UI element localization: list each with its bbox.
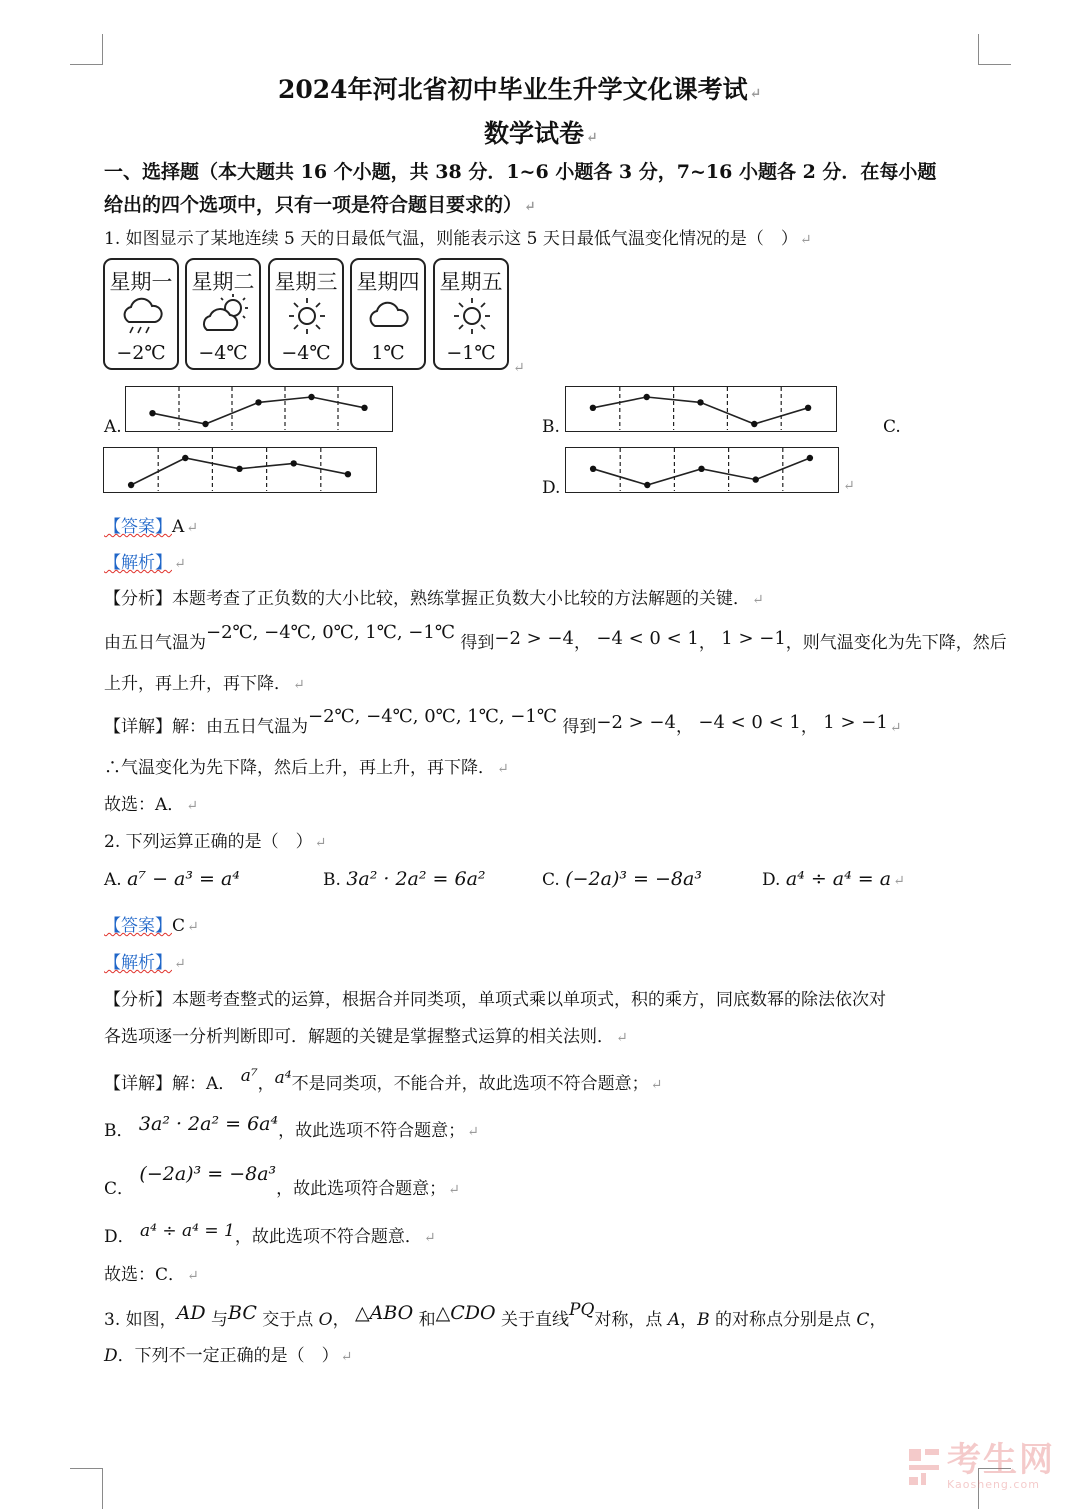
q1-fenxi: 【分析】本题考查了正负数的大小比较，熟练掌握正负数大小比较的方法解题的关键． ↵ [104, 589, 764, 609]
q2-stem: 2. 下列运算正确的是（ ） ↵ [104, 832, 327, 852]
q2-xiangjie-c: C． (−2a)³ = −8a³，故此选项符合题意； ↵ [104, 1163, 460, 1199]
q2-fenxi-2: 各选项逐一分析判断即可．解题的关键是掌握整式运算的相关法则． ↵ [104, 1027, 628, 1047]
sun-icon [449, 294, 495, 338]
option-d-label: D. [542, 478, 561, 498]
option-c-label: C. [883, 417, 901, 437]
day-label: 星期三 [274, 270, 338, 294]
paragraph-mark: ↵ [513, 360, 525, 376]
day-label: 星期四 [356, 270, 420, 294]
section-heading: 一、选择题（本大题共 16 个小题，共 38 分．1~6 小题各 3 分，7~16 小题各 2 分．在每小题 [104, 161, 937, 183]
rain-cloud-icon [119, 294, 165, 338]
data-point-4 [751, 421, 757, 427]
q1-reason-line1: 由五日气温为−2℃, −4℃, 0℃, 1℃, −1℃ 得到−2 > −4， −4 < 0 < 1， 1 > −1，则气温变化为先下降，然后 [104, 622, 1007, 653]
data-point-5 [345, 471, 351, 477]
q3-stem-1: 3. 如图，AD 与BC 交于点 O， △ABO 和△CDO 关于直线PQ对称，点 A，B 的对称点分别是点 C， [104, 1300, 887, 1330]
data-point-2 [644, 394, 650, 400]
paragraph-mark: ↵ [843, 478, 855, 494]
option-b-label: B. [542, 417, 560, 437]
weather-card-thu [350, 258, 426, 370]
data-point-1 [590, 466, 596, 472]
data-point-2 [644, 482, 650, 488]
data-point-1 [149, 410, 155, 416]
option-b-chart [565, 386, 837, 432]
q2-option-a: A. a⁷ − a³ = a⁴ [104, 868, 240, 890]
q1-jiexi: 【解析】 ↵ [104, 553, 186, 573]
weather-card-fri [433, 258, 509, 370]
page-subtitle: 数学试卷 ↵ [484, 119, 598, 148]
data-point-4 [308, 394, 314, 400]
q1-reason-line2: 上升，再上升，再下降． ↵ [104, 674, 305, 694]
chart-svg [126, 387, 391, 430]
data-point-3 [697, 399, 703, 405]
data-point-3 [698, 466, 704, 472]
data-point-5 [361, 405, 367, 411]
q2-option-d: D. a⁴ ÷ a⁴ = a ↵ [762, 868, 905, 890]
crop-mark-top-left [70, 34, 103, 65]
temps-expression: −2℃, −4℃, 0℃, 1℃, −1℃ [206, 622, 455, 643]
q2-option-b: B. 3a² · 2a² = 6a² [323, 868, 486, 890]
day-label: 星期二 [191, 270, 255, 294]
data-point-3 [236, 466, 242, 472]
q2-choose: 故选：C． ↵ [104, 1265, 199, 1285]
page-title: 2024年河北省初中毕业生升学文化课考试 ↵ [278, 75, 762, 104]
watermark-url: Kaosheng.com [947, 1478, 1040, 1491]
crop-mark-top-right [978, 34, 1011, 65]
q1-therefore: ∴气温变化为先下降，然后上升，再上升，再下降． ↵ [104, 758, 509, 778]
crop-mark-bottom-left [70, 1468, 103, 1509]
temp-label: −1℃ [446, 342, 496, 364]
q1-xiangjie: 【详解】解：由五日气温为−2℃, −4℃, 0℃, 1℃, −1℃ 得到−2 > −4， −4 < 0 < 1， 1 > −1 ↵ [104, 706, 902, 737]
q2-xiangjie-a: 【详解】解：A． a⁷，a⁴不是同类项，不能合并，故此选项不符合题意； ↵ [104, 1066, 663, 1094]
chart-svg [566, 387, 835, 430]
option-c-chart [103, 447, 377, 493]
watermark-icon [907, 1447, 941, 1487]
chart-svg [104, 448, 375, 491]
watermark-logo [907, 1442, 1055, 1491]
data-point-1 [128, 482, 134, 488]
chart-svg [566, 448, 837, 491]
temp-label: 1℃ [371, 342, 405, 364]
q2-xiangjie-b: B． 3a² · 2a² = 6a⁴，故此选项不符合题意； ↵ [104, 1113, 479, 1141]
q2-answer: 【答案】C ↵ [104, 916, 199, 936]
day-label: 星期五 [439, 270, 503, 294]
section-heading-cont: 给出的四个选项中，只有一项是符合题目要求的） ↵ [104, 194, 536, 216]
data-point-5 [805, 405, 811, 411]
watermark-text: 考生网 [947, 1440, 1055, 1480]
q2-option-c: C. (−2a)³ = −8a³ [542, 868, 702, 890]
q2-xiangjie-d: D． a⁴ ÷ a⁴ = 1，故此选项不符合题意． ↵ [104, 1221, 436, 1247]
weather-card-mon [103, 258, 179, 370]
option-a-label: A. [104, 417, 122, 437]
temp-label: −2℃ [116, 342, 166, 364]
cloud-icon [366, 294, 412, 338]
q1-answer: 【答案】A ↵ [104, 517, 199, 537]
temp-label: −4℃ [281, 342, 331, 364]
weather-card-wed [268, 258, 344, 370]
q2-fenxi-1: 【分析】本题考查整式的运算，根据合并同类项，单项式乘以单项式，积的乘方，同底数幂的除法依次对 [104, 990, 886, 1010]
day-label: 星期一 [109, 270, 173, 294]
data-point-2 [182, 455, 188, 461]
data-point-1 [590, 405, 596, 411]
option-a-chart [125, 386, 393, 432]
data-point-5 [807, 455, 813, 461]
option-d-chart [565, 447, 839, 493]
q1-choose: 故选：A． ↵ [104, 795, 199, 815]
data-point-2 [202, 421, 208, 427]
weather-card-tue [185, 258, 261, 370]
data-point-4 [291, 460, 297, 466]
sun-icon [284, 294, 330, 338]
partly-cloudy-icon [201, 294, 253, 338]
q2-jiexi: 【解析】 ↵ [104, 953, 186, 973]
q3-stem-2: D．下列不一定正确的是（ ） ↵ [104, 1346, 353, 1366]
data-point-4 [753, 476, 759, 482]
temp-label: −4℃ [198, 342, 248, 364]
q1-stem: 1. 如图显示了某地连续 5 天的日最低气温，则能表示这 5 天日最低气温变化情况的是（ ） ↵ [104, 229, 812, 249]
data-point-3 [255, 399, 261, 405]
